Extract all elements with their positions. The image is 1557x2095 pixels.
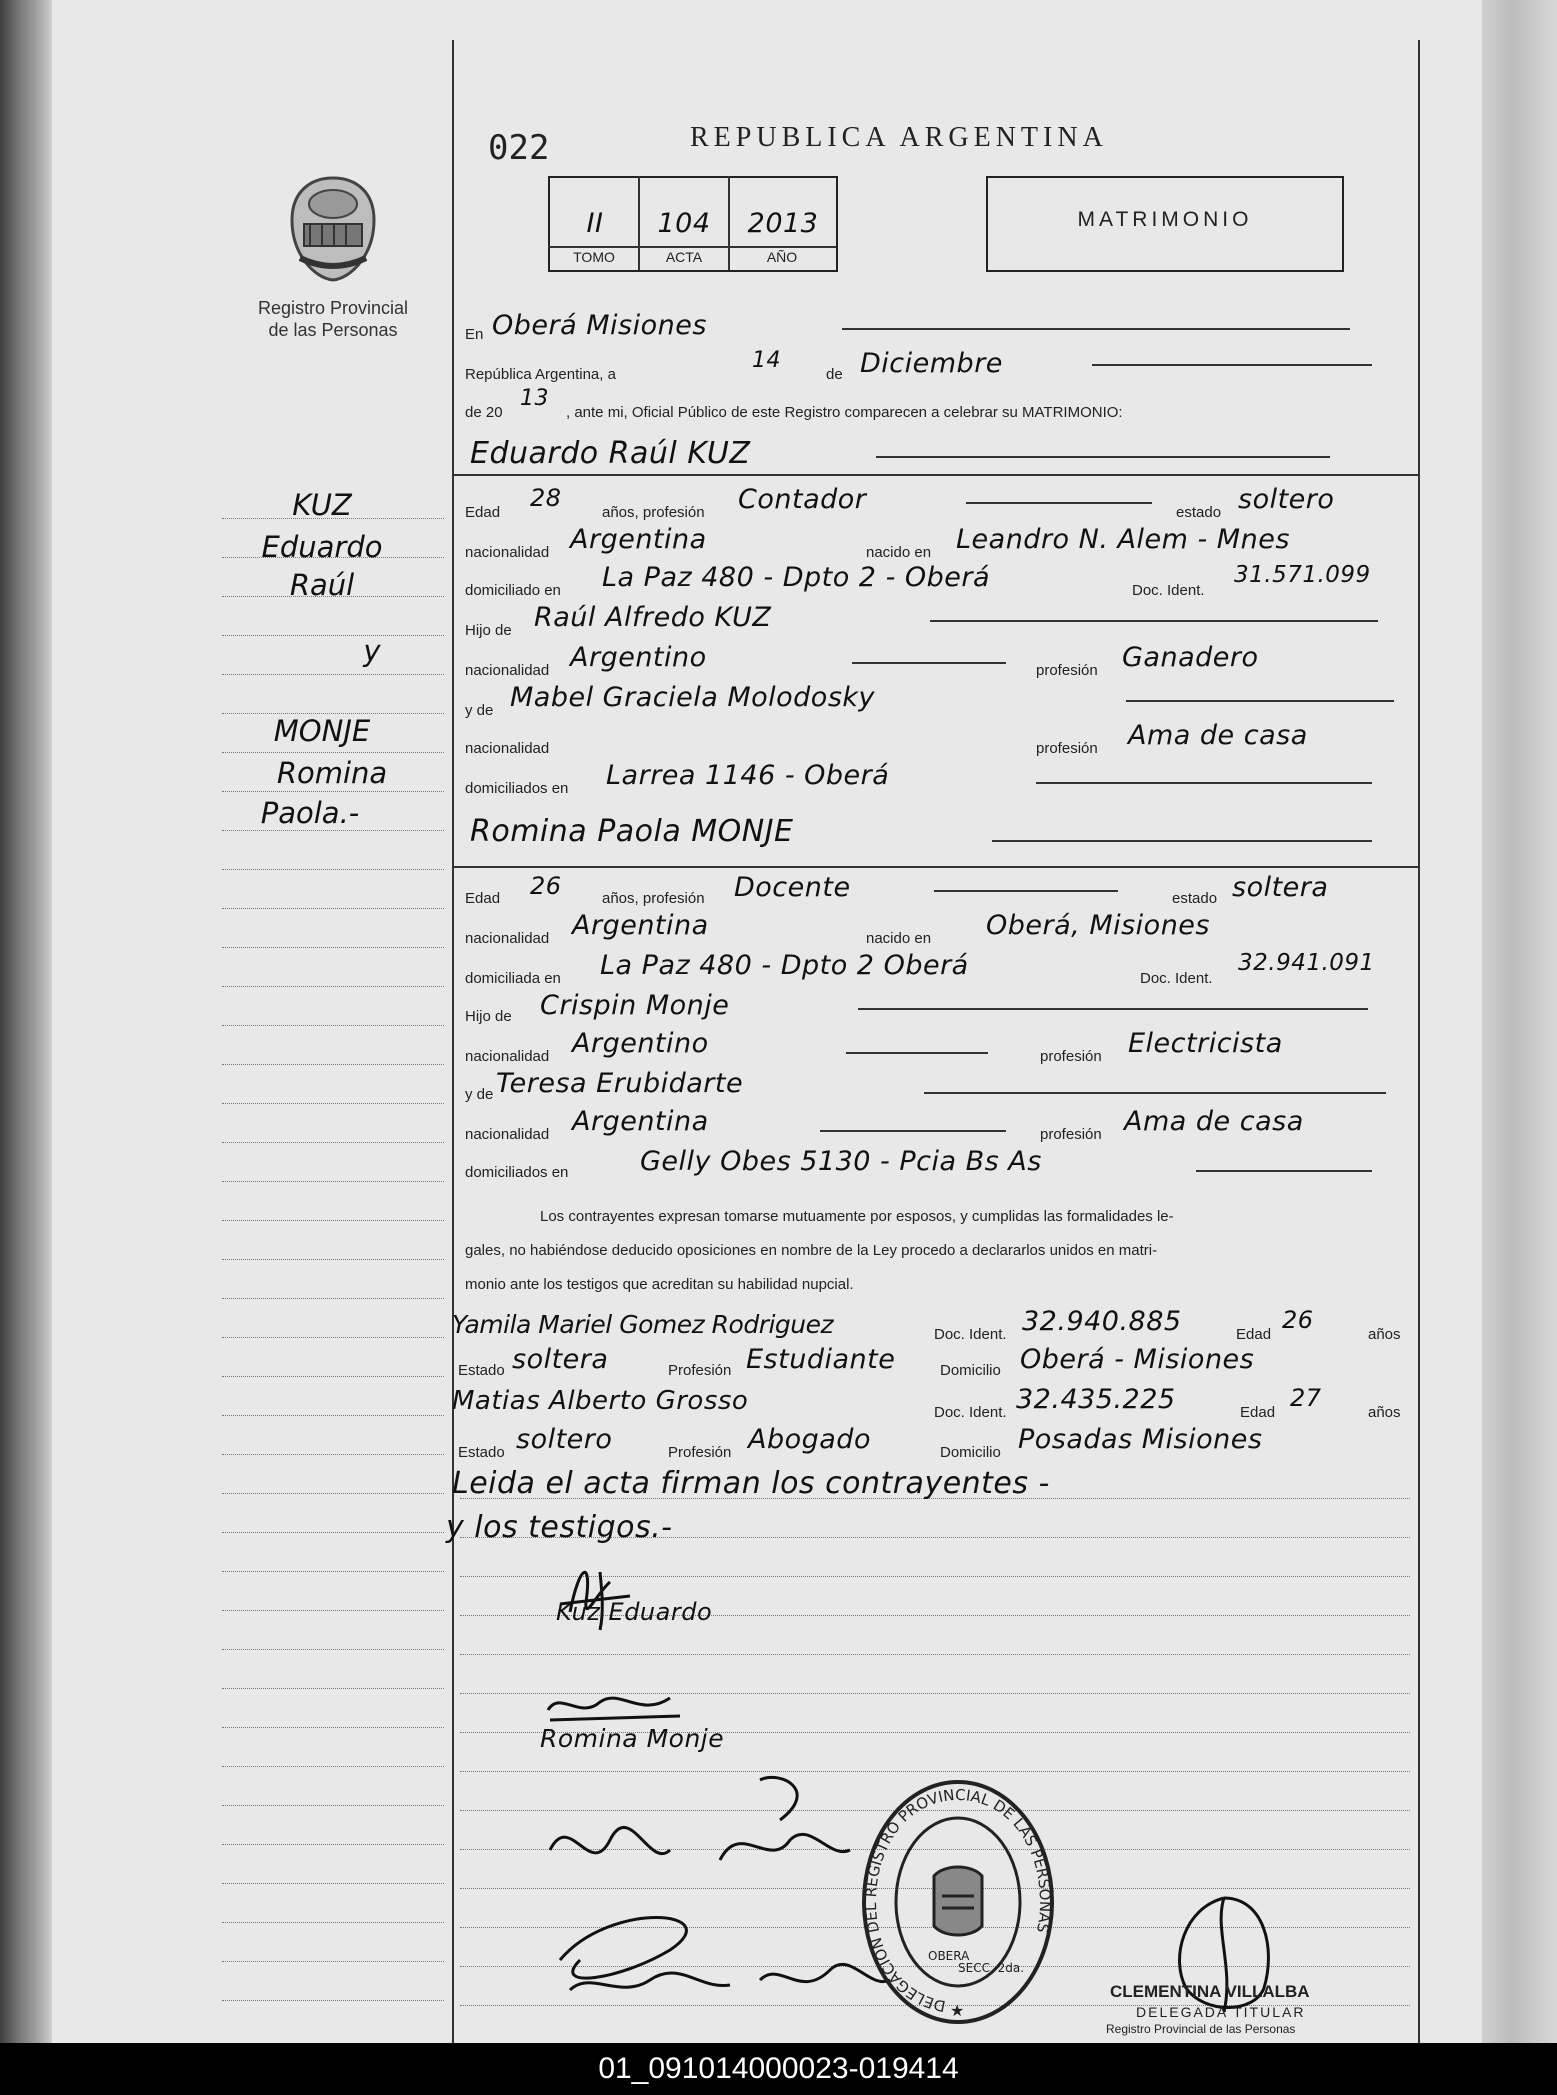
margin-column-line	[452, 40, 454, 2043]
groom-father-nationality: Argentino	[570, 642, 707, 673]
margin-rule	[222, 1571, 444, 1572]
margin-rule	[222, 1025, 444, 1026]
bride-mother-name: Teresa Erubidarte	[496, 1068, 744, 1099]
bride-mother-nac-label: nacionalidad	[465, 1126, 550, 1143]
en-label: En	[465, 326, 484, 343]
bride-nacionalidad-label: nacionalidad	[465, 930, 550, 947]
margin-rule	[222, 1376, 444, 1377]
margin-rule	[222, 947, 444, 948]
witness2-address: Posadas Misiones	[1018, 1424, 1263, 1455]
witness1-status: soltera	[512, 1344, 609, 1375]
act-type: MATRIMONIO	[1077, 208, 1253, 231]
fill-dash	[858, 1008, 1368, 1010]
republica-label: República Argentina, a	[465, 366, 616, 383]
witness1-profession: Estudiante	[746, 1344, 896, 1375]
margin-rule	[222, 1766, 444, 1767]
margin-rule	[222, 986, 444, 987]
declaration-line2: gales, no habiéndose deducido oposiciones en nombre de la Ley procedo a declararlos unidos en matri-	[465, 1242, 1158, 1259]
groom-father-prof-label: profesión	[1036, 662, 1098, 679]
witness1-dom-label: Domicilio	[940, 1362, 1001, 1379]
bride-mother-nationality: Argentina	[572, 1106, 709, 1137]
groom-status: soltero	[1238, 484, 1335, 515]
margin-rule	[222, 1493, 444, 1494]
margin-rule	[222, 791, 444, 792]
witness2-anos-label: años	[1368, 1404, 1401, 1421]
margin-rule	[222, 1415, 444, 1416]
place-of-act: Oberá Misiones	[492, 310, 707, 341]
svg-text:SECC. 2da.: SECC. 2da.	[958, 1961, 1025, 1975]
registry-name-line2: de las Personas	[268, 320, 398, 340]
margin-name-bride: Romina	[276, 756, 388, 790]
closing-line2: y los testigos.-	[446, 1510, 673, 1545]
witness2-doc-label: Doc. Ident.	[934, 1404, 1007, 1421]
groom-age: 28	[530, 484, 562, 512]
groom-yde-label: y de	[465, 702, 494, 719]
groom-mother-profession: Ama de casa	[1128, 720, 1308, 751]
groom-father-nac-label: nacionalidad	[465, 662, 550, 679]
margin-name-groom: Eduardo	[261, 530, 383, 564]
de-label: de	[826, 366, 843, 383]
groom-hijo-label: Hijo de	[465, 622, 512, 639]
bride-estado-label: estado	[1172, 890, 1218, 907]
groom-nationality: Argentina	[570, 524, 707, 555]
margin-rule	[222, 752, 444, 753]
witness2-prof-label: Profesión	[668, 1444, 732, 1461]
witness2-dom-label: Domicilio	[940, 1444, 1001, 1461]
section-separator	[454, 474, 1418, 476]
fill-dash	[876, 456, 1330, 458]
margin-rule	[222, 1610, 444, 1611]
fill-dash	[852, 662, 1006, 664]
fill-dash	[1092, 364, 1372, 366]
margin-rule	[222, 1922, 444, 1923]
witness1-doc: 32.940.885	[1022, 1306, 1182, 1337]
fill-dash	[820, 1130, 1006, 1132]
acta-value: 104	[657, 208, 711, 239]
margin-rule	[222, 1142, 444, 1143]
year-suffix: 13	[520, 386, 549, 411]
page-edge	[1482, 0, 1557, 2043]
fill-dash	[934, 890, 1118, 892]
fill-dash	[1036, 782, 1372, 784]
official-title: DELEGADA TITULAR	[1136, 2004, 1306, 2020]
margin-rule	[222, 1181, 444, 1182]
bride-full-name: Romina Paola MONJE	[470, 814, 794, 849]
margin-rule	[222, 1844, 444, 1845]
anio-value: 2013	[747, 208, 819, 239]
tomo-value: II	[586, 208, 604, 239]
witness2-profession: Abogado	[748, 1424, 871, 1455]
margin-rule	[222, 1532, 444, 1533]
margin-rule	[222, 2000, 444, 2001]
fill-dash	[992, 840, 1372, 842]
appearance-statement: , ante mi, Oficial Público de este Registro comparecen a celebrar su MATRIMONIO:	[566, 404, 1123, 421]
act-page-number: 022	[488, 128, 550, 168]
margin-rule	[222, 1961, 444, 1962]
witness2-doc: 32.435.225	[1016, 1384, 1176, 1415]
fill-dash	[930, 620, 1378, 622]
margin-rule	[222, 1337, 444, 1338]
margin-rule	[222, 1298, 444, 1299]
month-value: Diciembre	[860, 348, 1003, 379]
bride-signature-name: Romina Monje	[540, 1724, 725, 1753]
fill-dash	[846, 1052, 988, 1054]
margin-rule	[222, 1454, 444, 1455]
book-binding	[0, 0, 52, 2043]
witness1-doc-label: Doc. Ident.	[934, 1326, 1007, 1343]
groom-edad-label: Edad	[465, 504, 501, 521]
margin-rule	[222, 1649, 444, 1650]
witness1-estado-label: Estado	[458, 1362, 505, 1379]
fill-dash	[1126, 700, 1394, 702]
margin-conjunction: y	[363, 634, 381, 668]
scan-file-id: 01_091014000023-019414	[0, 2043, 1557, 2095]
bride-status: soltera	[1232, 872, 1329, 903]
declaration-line3: monio ante los testigos que acreditan su habilidad nupcial.	[465, 1276, 854, 1293]
official-name: CLEMENTINA VILLALBA	[1110, 1982, 1310, 2001]
witness2-signature-icon	[530, 1890, 910, 2020]
witness1-prof-label: Profesión	[668, 1362, 732, 1379]
witness1-address: Oberá - Misiones	[1020, 1344, 1255, 1375]
margin-rule	[222, 1688, 444, 1689]
groom-parents-address: Larrea 1146 - Oberá	[606, 760, 890, 791]
witness2-status: soltero	[516, 1424, 613, 1455]
groom-estado-label: estado	[1176, 504, 1222, 521]
groom-full-name: Eduardo Raúl KUZ	[470, 436, 751, 471]
bride-address: La Paz 480 - Dpto 2 Oberá	[600, 950, 969, 981]
margin-rule	[222, 830, 444, 831]
bride-signature-icon	[540, 1680, 700, 1730]
bride-parents-address: Gelly Obes 5130 - Pcia Bs As	[640, 1146, 1042, 1177]
bride-mother-prof-label: profesión	[1040, 1126, 1102, 1143]
closing-line1: Leida el acta firman los contrayentes -	[452, 1466, 1050, 1501]
groom-mother-name: Mabel Graciela Molodosky	[510, 682, 876, 713]
body-rule	[460, 1654, 1410, 1655]
witness1-name: Yamila Mariel Gomez Rodriguez	[452, 1310, 834, 1339]
groom-address: La Paz 480 - Dpto 2 - Oberá	[602, 562, 991, 593]
witness1-age: 26	[1282, 1306, 1314, 1334]
fill-dash	[1196, 1170, 1372, 1172]
margin-rule	[222, 1259, 444, 1260]
groom-father-profession: Ganadero	[1122, 642, 1259, 673]
margin-middle-bride: Paola.-	[260, 796, 360, 830]
margin-surname-bride: MONJE	[273, 714, 371, 748]
fill-dash	[966, 502, 1152, 504]
witness1-edad-label: Edad	[1236, 1326, 1272, 1343]
groom-signature-name: Kuz Eduardo	[556, 1598, 713, 1626]
tomo-label: TOMO	[573, 249, 615, 265]
year-prefix: de 20	[465, 404, 503, 421]
bride-hijo-label: Hijo de	[465, 1008, 512, 1025]
table-divider	[548, 246, 836, 248]
bride-mother-profession: Ama de casa	[1124, 1106, 1304, 1137]
bride-nacido-label: nacido en	[866, 930, 932, 947]
section-separator	[454, 866, 1418, 868]
bride-yde-label: y de	[465, 1086, 494, 1103]
svg-text:DELEGACION DEL REGISTRO PROVIN: DELEGACION DEL REGISTRO PROVINCIAL DE LAS PERSONAS	[861, 1785, 1055, 2016]
witness2-edad-label: Edad	[1240, 1404, 1276, 1421]
groom-doc-label: Doc. Ident.	[1132, 582, 1205, 599]
margin-rule	[222, 1727, 444, 1728]
witness1-anos-label: años	[1368, 1326, 1401, 1343]
bride-nationality: Argentina	[572, 910, 709, 941]
bride-doc-number: 32.941.091	[1238, 950, 1375, 976]
declaration-line1: Los contrayentes expresan tomarse mutuamente por esposos, y cumplidas las formalidades le-	[540, 1208, 1174, 1225]
witness2-estado-label: Estado	[458, 1444, 505, 1461]
groom-doc-number: 31.571.099	[1234, 562, 1371, 588]
margin-rule	[222, 1103, 444, 1104]
fill-dash	[842, 328, 1350, 330]
groom-parents-dom-label: domiciliados en	[465, 780, 569, 797]
bride-edad-label: Edad	[465, 890, 501, 907]
margin-rule	[222, 1883, 444, 1884]
margin-middle-groom: Raúl	[289, 568, 355, 602]
acta-label: ACTA	[665, 249, 703, 265]
margin-surname-groom: KUZ	[292, 488, 352, 522]
groom-signature-icon	[540, 1552, 800, 1642]
margin-rule	[222, 674, 444, 675]
bride-profesion-label: años, profesión	[602, 890, 705, 907]
svg-text:OBERA: OBERA	[928, 1949, 970, 1963]
bride-father-profession: Electricista	[1128, 1028, 1283, 1059]
country-title: REPUBLICA ARGENTINA	[690, 122, 1108, 153]
groom-mother-prof-label: profesión	[1036, 740, 1098, 757]
margin-rule	[222, 1220, 444, 1221]
anio-label: AÑO	[766, 249, 798, 265]
provincial-seal-icon	[286, 174, 380, 284]
groom-nacido-label: nacido en	[866, 544, 932, 561]
groom-father-name: Raúl Alfredo KUZ	[534, 602, 772, 633]
bride-doc-label: Doc. Ident.	[1140, 970, 1213, 987]
official-organization: Registro Provincial de las Personas	[1106, 2022, 1296, 2036]
fill-dash	[924, 1092, 1386, 1094]
witness2-age: 27	[1290, 1384, 1322, 1412]
witness1-signature-icon	[530, 1760, 870, 1890]
right-frame-line	[1418, 40, 1420, 2043]
bride-profession: Docente	[734, 872, 851, 903]
bride-father-nac-label: nacionalidad	[465, 1048, 550, 1065]
registry-name-line1: Registro Provincial	[257, 298, 409, 318]
margin-rule	[222, 908, 444, 909]
bride-father-prof-label: profesión	[1040, 1048, 1102, 1065]
groom-profesion-label: años, profesión	[602, 504, 705, 521]
svg-text:★: ★	[950, 2003, 965, 2020]
margin-rule	[222, 1805, 444, 1806]
day-value: 14	[752, 348, 781, 373]
registry-stamp-icon	[858, 1776, 1058, 2028]
groom-birthplace: Leandro N. Alem - Mnes	[956, 524, 1290, 555]
witness2-name: Matias Alberto Grosso	[452, 1386, 749, 1416]
bride-father-name: Crispin Monje	[540, 990, 730, 1021]
bride-parents-dom-label: domiciliados en	[465, 1164, 569, 1181]
bride-birthplace: Oberá, Misiones	[986, 910, 1210, 941]
groom-nacionalidad-label: nacionalidad	[465, 544, 550, 561]
groom-domicilio-label: domiciliado en	[465, 582, 561, 599]
groom-profession: Contador	[738, 484, 867, 515]
bride-age: 26	[530, 872, 562, 900]
margin-rule	[222, 869, 444, 870]
bride-father-nationality: Argentino	[572, 1028, 709, 1059]
bride-domicilio-label: domiciliada en	[465, 970, 561, 987]
margin-rule	[222, 1064, 444, 1065]
groom-mother-nac-label: nacionalidad	[465, 740, 550, 757]
